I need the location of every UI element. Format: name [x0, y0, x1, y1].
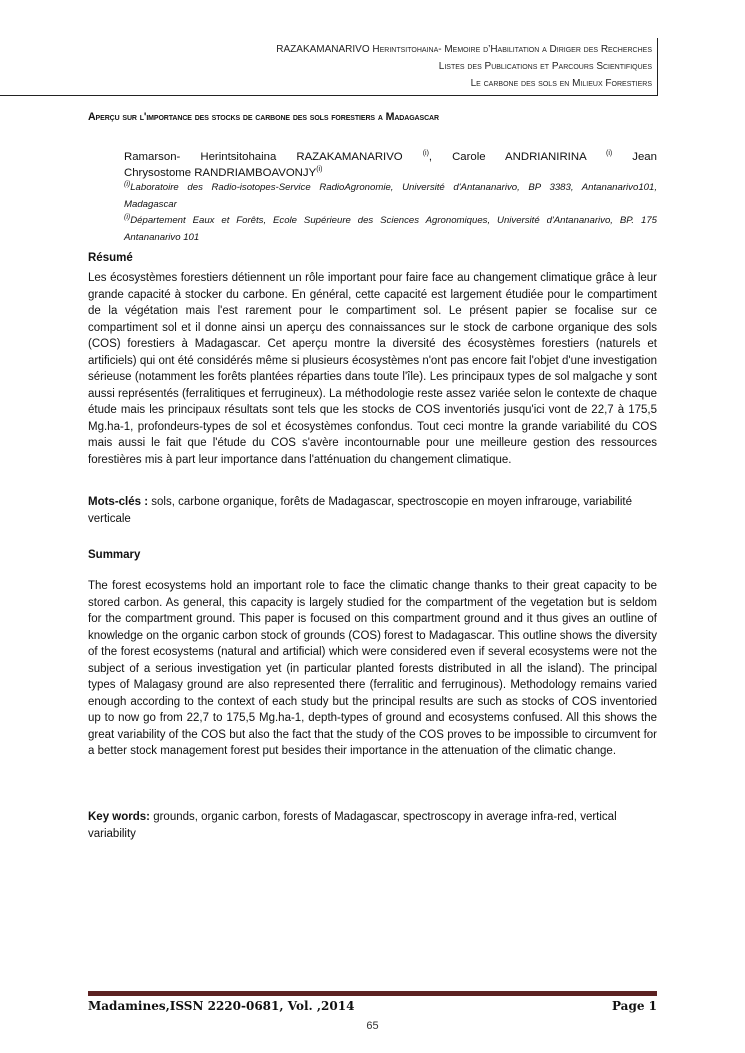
summary-keywords-text: grounds, organic carbon, forests of Madagascar, spectroscopy in average infra-red, vertical variability: [88, 811, 617, 840]
resume-keywords: [88, 494, 657, 527]
resume-text: Les écosystèmes forestiers détiennent un rôle important pour faire face au changement climatique grâce à leur grande capacité à stocker du carbone. En général, cette capacité est largement étudiée pour le compartiment de la végétation mais l'est rarement pour le compartiment sol. Le présent papier se focalise sur ce compartiment sol et il donne ainsi un aperçu des connaissances sur le stock de carbone organique des sols (COS) forestiers à Madagascar. Cet aperçu montre la diversité des écosystèmes forestiers (naturels et artificiels) qui ont été considérés même si plusieurs écosystèmes n'ont pas encore fait l'objet d'une investigation sérieuse (notamment les forêts plantées réparties dans toute l'île). Les principaux types de sol malgache y sont aussi représentés (ferralitiques et ferrugineux). La méthodologie reste assez variée selon le contexte de chaque étude mais les principaux résultats sont tels que les stocks de COS inventoriés jusqu'ici vont de 22,7 à 175,5 Mg.ha-1, profondeurs-types de sol et écosystèmes confondus. Tout ceci montre la grande variabilité du COS mais aussi le fait que l'étude du COS s'avère incontournable pour une meilleure gestion des ressources forestières mis à part leur importance dans l'atténuation du changement climatique.: [88, 272, 657, 466]
affiliation-1: [124, 177, 657, 213]
paper-title: Aperçu sur l'importance des stocks de carbone des sols forestiers a Madagascar: [88, 111, 439, 123]
footer-bar: [88, 991, 657, 996]
author-3-affiliation: (i): [316, 166, 323, 173]
author-2: , Carole ANDRIANIRINA: [428, 150, 587, 163]
summary-keywords: [88, 809, 657, 842]
resume-keywords-text: sols, carbone organique, forêts de Madagascar, spectroscopie en moyen infrarouge, variabilité verticale: [88, 496, 632, 525]
summary-keywords-label: Key words:: [88, 811, 150, 823]
header-line-3: Le carbone des sols en Milieux Forestiers: [470, 78, 652, 89]
resume-keywords-label: Mots-clés :: [88, 496, 149, 508]
affiliation-2-text: Département Eaux et Forêts, Ecole Supérieure des Sciences Agronomiques, Université d'Antananarivo, BP. 175 Antananarivo 101: [124, 215, 657, 243]
header-line-2: Listes des Publications et Parcours Scientifiques: [438, 61, 652, 72]
author-3: Chrysostome RANDRIAMBOAVONJY: [124, 166, 317, 179]
header-line-1: RAZAKAMANARIVO Herintsitohaina- Memoire d’Habilitation a Diriger des Recherches: [276, 44, 652, 55]
resume-heading: Résumé: [88, 252, 133, 264]
affiliation-1-marker: (i): [124, 181, 131, 188]
affiliation-2-marker: (i): [124, 214, 131, 221]
author-2-affiliation: (i): [606, 150, 613, 157]
summary-heading: Summary: [88, 549, 141, 561]
summary-text: The forest ecosystems hold an important role to face the climatic change thanks to their great capacity to be stored carbon. As general, this capacity is largely studied for the compartment of the vegetation but is seldom for the compartment ground. This paper is focused on this compartment ground and it thus gives an outline of knowledge on the organic carbon stock of grounds (COS) forest to Madagascar. This outline shows the diversity of the forest ecosystems (natural and artificial) which were considered even if several ecosystems were not the subject of a serious investigation yet (in particular planted forests distributed in all the island). The principal types of Malagasy ground are also represented there (ferralitic and ferruginous). Methodology remains varied enough according to the context of each study but the principal results are such as stocks of COS inventoried up to now go from 22,7 to 175,5 Mg.ha-1, depth-types of ground and ecosystems confused. All this shows the great variability of the COS but also the fact that the study of the COS proves to be impossible to circumvent for a better stock management forest put besides their importance in the attenuation of the climatic change.: [88, 580, 657, 757]
affiliation-1-text: Laboratoire des Radio-isotopes-Service RadioAgronomie, Université d'Antananarivo, BP 3383, Antananarivo101, Madagascar: [124, 182, 657, 210]
running-header: [276, 41, 652, 92]
author-3-first: Jean: [632, 150, 657, 163]
page-number: 65: [366, 1020, 379, 1032]
header-divider-horizontal: [0, 95, 658, 96]
author-1-affiliation: (i): [422, 150, 429, 157]
author-1: Ramarson- Herintsitohaina RAZAKAMANARIVO: [124, 150, 403, 163]
footer-page-label: Page 1: [611, 999, 657, 1013]
affiliation-2: [124, 210, 657, 246]
footer-journal: Madamines,ISSN 2220-0681, Vol. ,2014: [88, 999, 355, 1013]
header-divider-vertical: [657, 38, 658, 96]
